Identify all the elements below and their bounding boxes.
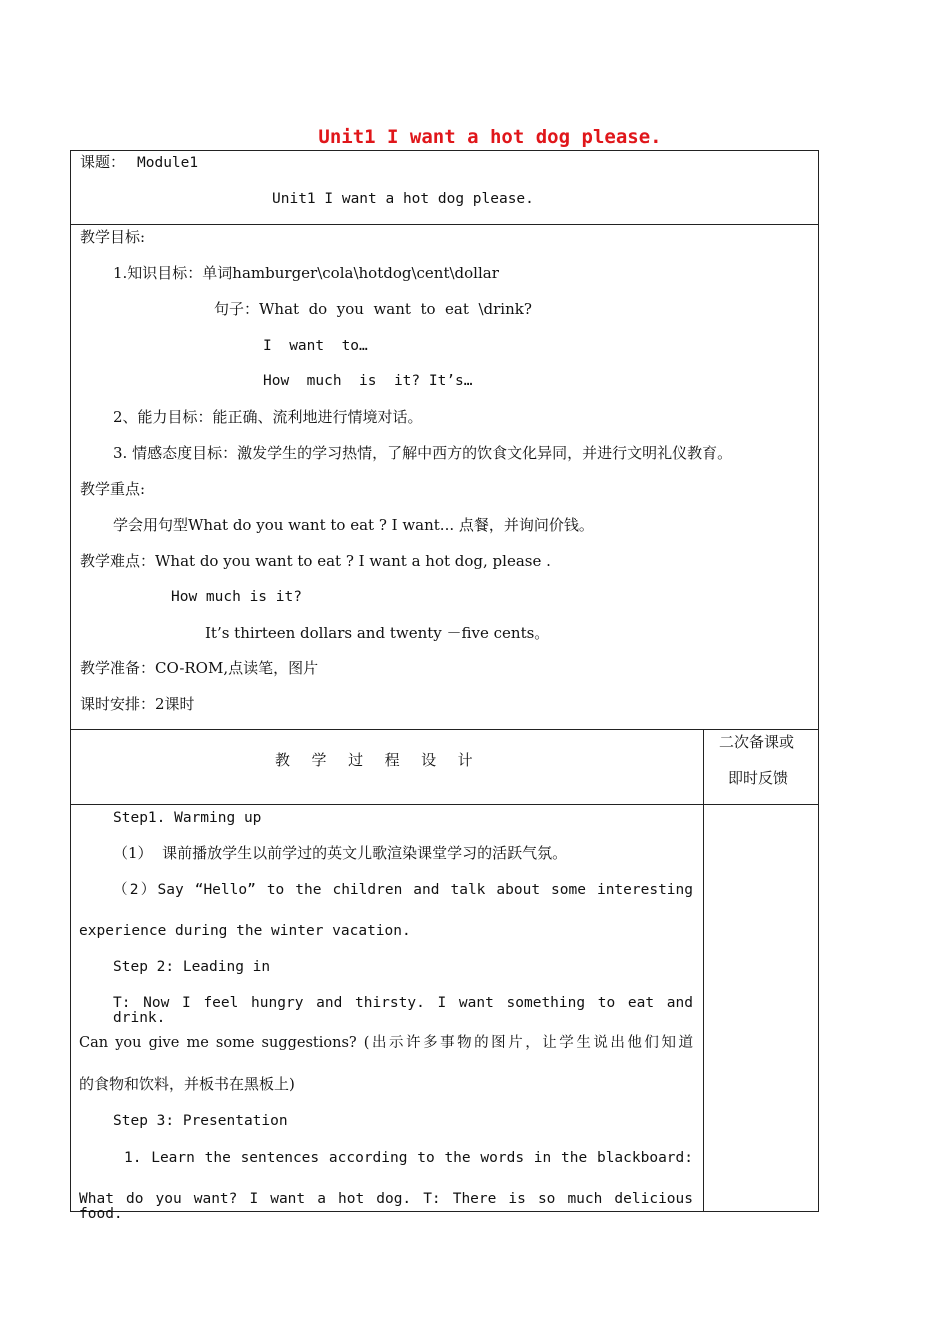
sentence-2: I want to… [263,338,368,354]
step2-line2: Can you give me some suggestions? (出示许多事物的图片，让学生说出他们知道 [79,1035,693,1051]
knowledge-objective: 1.知识目标：单词hamburger\cola\hotdog\cent\dollar [113,264,499,282]
step1-item2: （2）Say “Hello” to the children and talk about some interesting [113,882,693,898]
feedback-header-line1: 二次备课或 [719,733,795,751]
preparation: 教学准备：CO-ROM,点读笔，图片 [80,659,319,677]
key-text: 学会用句型What do you want to eat ? I want... 点餐，并询问价钱。 [113,516,594,534]
step1-item2-cont: experience during the winter vacation. [79,923,411,939]
step2-line1: T: Now I feel hungry and thirsty. I want something to eat and drink. [113,995,693,1026]
sentences-objective: 句子：What do you want to eat \drink? [214,300,532,318]
difficulty-3: It’s thirteen dollars and twenty －five cents。 [205,624,550,642]
schedule: 课时安排：2课时 [80,695,195,713]
key-heading: 教学重点: [80,480,146,498]
process-header-title: 教 学 过 程 设 计 [275,751,477,769]
topic-unit: Unit1 I want a hot dog please. [272,191,534,207]
step1-heading: Step1. Warming up [113,810,262,826]
ability-objective: 2、能力目标：能正确、流利地进行情境对话。 [113,408,423,426]
step2-line3: 的食物和饮料，并板书在黑板上) [79,1075,295,1093]
emotion-objective: 3. 情感态度目标：激发学生的学习热情，了解中西方的饮食文化异同，并进行文明礼仪教育。 [113,444,733,462]
difficulty: 教学难点：What do you want to eat ? I want a hot dog, please . [80,552,551,570]
feedback-header-line2: 即时反馈 [728,769,789,787]
difficulty-2: How much is it? [171,589,302,605]
document-title: Unit1 I want a hot dog please. [318,126,662,148]
step3-line1: 1. Learn the sentences according to the words in the blackboard: [124,1150,693,1166]
sentence-3: How much is it? It’s… [263,373,473,389]
step3-line2: What do you want? I want a hot dog. T: There is so much delicious food. [79,1191,693,1222]
topic-label: 课题： [80,153,126,171]
step2-heading: Step 2: Leading in [113,959,271,975]
topic-module: Module1 [137,155,199,171]
step1-item1: （1） 课前播放学生以前学过的英文儿歌渲染课堂学习的活跃气氛。 [113,844,568,862]
step3-heading: Step 3: Presentation [113,1113,288,1129]
objectives-heading: 教学目标: [80,228,146,246]
